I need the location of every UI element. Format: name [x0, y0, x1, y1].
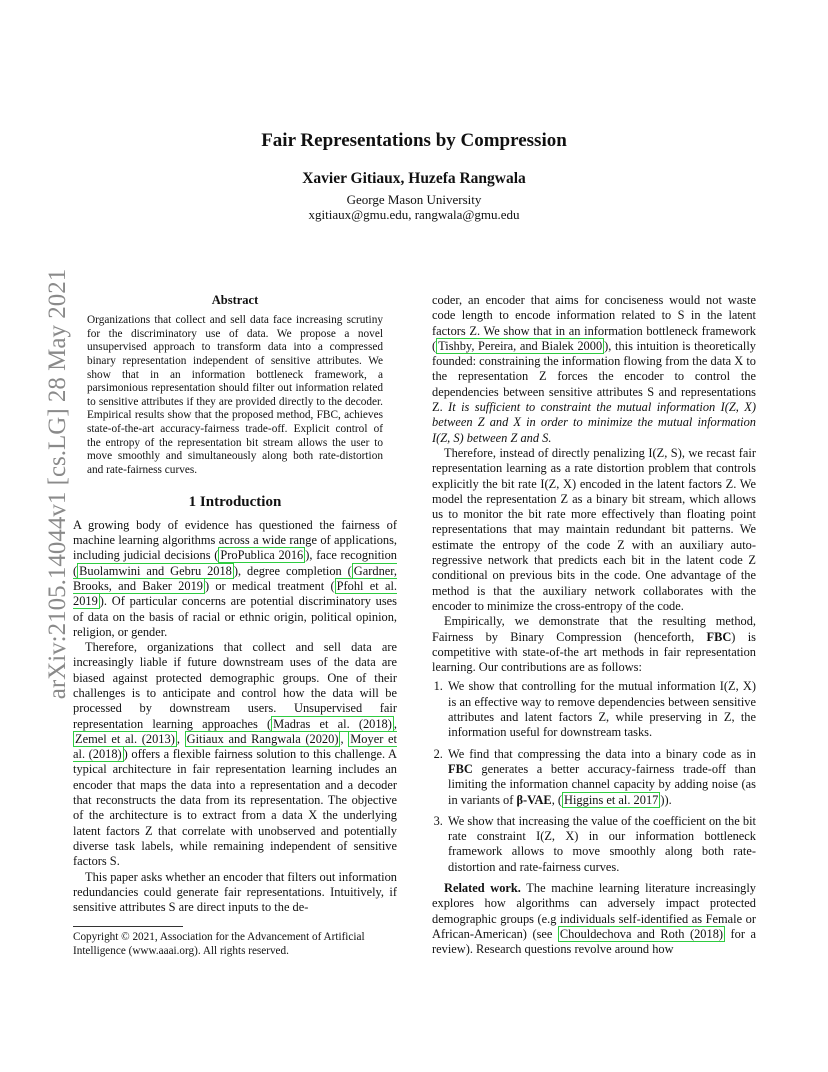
citation-link[interactable]: Higgins et al. 2017 — [564, 792, 659, 807]
abstract-heading: Abstract — [211, 293, 259, 307]
right-paragraph-1: coder, an encoder that aims for conciseness would not waste code length to encode information related to S in the latent factors Z. We show that in an information bottleneck framework ( Tishby, Pereira, and Bialek 2000 ), this intuition is theoretically founded: constraining the information flowing from the data X to the representation Z forces the encoder to control the dependencies between sensitive attributes S and representations Z. It is sufficient to constraint the mutual information I(Z, X) between Z and X in order to minimize the mutual information I(Z, S) between Z and S. — [432, 293, 756, 445]
copyright-footnote — [73, 926, 397, 958]
footnote-text: Copyright © 2021, Association for the Advancement of Artificial Intelligence (www.aaai.org). All rights reserved. — [73, 931, 365, 957]
intro-paragraph-1: A growing body of evidence has questioned the fairness of machine learning algorithms across a wide range of applications, including judicial decisions ( ProPublica 2016 ), face recognition ( Buolamwini and Gebru 2018 ), degree completion ( Gardner, Brooks, and Baker 2019 ) or medical treatment ( Pfohl et al. 2019 ). Of particular concerns are potential discriminatory uses of data on the basis of racial or ethnic origin, political opinion, religion, or gender. — [73, 517, 397, 639]
authors: Xavier Gitiaux, Huzefa Rangwala — [302, 170, 526, 187]
right-paragraph-2: Therefore, instead of directly penalizing I(Z, S), we recast fair representation learning as a rate distortion problem that controls explicitly the bit rate I(Z, X) encoded in the latent factors Z. We model the representation Z as a binary bit stream, which allows us to monitor the bit rate more effectively than floating point representations that may maintain redundant bit patterns. We estimate the entropy of the code Z with an auxiliary auto-regressive network that predicts each bit in the latent code Z conditional on previous bits in the code. One advantage of the method is that the auxiliary network collaborates with the encoder to minimize the cross-entropy of the code. — [432, 445, 756, 613]
list-item: 2. We find that compressing the data into a binary code as in FBC generates a better accuracy-fairness trade-off than limiting the information channel capacity by adding noise (as in variants of β-VAE, ( Higgins et al. 2017 )). — [446, 747, 756, 808]
list-item: 1. We show that controlling for the mutual information I(Z, X) is an effective way to remove dependencies between sensitive attributes and latent factors Z, while preserving in Z, the information useful for downstream tasks. — [446, 679, 756, 740]
paper-title: Fair Representations by Compression — [261, 130, 567, 151]
citation-link[interactable]: Gardner, Brooks, and Baker 2019 — [73, 563, 397, 593]
footnote-rule — [73, 926, 183, 927]
citation-link[interactable]: Chouldechova and Roth (2018) — [559, 926, 724, 941]
citation-link[interactable]: Gitiaux and Rangwala (2020) — [186, 731, 339, 746]
citation-link[interactable]: Moyer et al. (2018) — [73, 731, 397, 762]
intro-heading: 1 Introduction — [188, 494, 282, 511]
citation-link[interactable]: Tishby, Pereira, and Bialek 2000 — [438, 338, 603, 353]
related-work-heading: Related work. — [444, 880, 521, 895]
right-paragraph-3: Empirically, we demonstrate that the resulting method, Fairness by Binary Compression (henceforth, FBC) is competitive with state-of-the art methods in fair representation learning. Our contributions are as follows: — [432, 614, 756, 675]
intro-paragraph-2: Therefore, organizations that collect and sell data are increasingly liable if future downstream uses of the data are biased against protected demographic groups. One of their challenges is to anticipate and control how the data will be processed by downstream users. Unsupervised fair representation learning approaches ( Madras et al. (2018) , Zemel et al. (2013) , Gitiaux and Rangwala (2020) , Moyer et al. (2018) ) offers a flexible fairness solution to this challenge. A typical architecture in fair representation learning includes an encoder that maps the data into a representation and a decoder that reconstructs the data from its representation. The objective of the architecture is to extract from a data X the underlying latent factors Z that correlate with unobserved and potentially diverse task labels, while remaining independent of sensitive factors S. — [73, 640, 397, 869]
list-item: 3. We show that increasing the value of the coefficient on the bit rate constraint I(Z, X) in our information bottleneck framework allows to move smoothly along both rate-distortion and rate-fairness curves. — [446, 814, 756, 875]
affiliation-block — [0, 192, 828, 222]
left-column — [73, 293, 397, 915]
related-work-paragraph: Related work. The machine learning literature increasingly explores how algorithms can adversely impact protected demographic groups (e.g individuals self-identified as Female or African-American) (see Chouldechova and Roth (2018) for a review). Research questions revolve around how — [432, 880, 756, 957]
right-column — [432, 293, 756, 957]
citation-link[interactable]: Zemel et al. (2013) — [75, 731, 175, 746]
arxiv-stamp: arXiv:2105.14044v1 [cs.LG] 28 May 2021 — [44, 268, 71, 700]
citation-link[interactable]: Pfohl et al. 2019 — [73, 578, 397, 609]
citation-link[interactable]: Buolamwini and Gebru 2018 — [79, 563, 232, 578]
citation-link[interactable]: ProPublica 2016 — [220, 548, 304, 563]
abstract-text: Organizations that collect and sell data face increasing scrutiny for the discriminatory use of data. We propose a novel unsupervised approach to transform data into a compressed binary representation independent of sensitive attributes. We show that in an information bottleneck framework, a parsimonious representation should filter out information related to sensitive attributes if they are provided directly to the decoder. Empirical results show that the proposed method, FBC, achieves state-of-the-art accuracy-fairness trade-off. Explicit control of the entropy of the representation bit stream allows the user to move smoothly and simultaneously along both rate-distortion and rate-fairness curves. — [87, 314, 383, 476]
emails: xgitiaux@gmu.edu, rangwala@gmu.edu — [308, 207, 520, 222]
contributions-list — [432, 679, 756, 875]
affiliation: George Mason University — [346, 192, 482, 207]
intro-paragraph-3: This paper asks whether an encoder that filters out information redundancies could generate fair representations. Intuitively, if sensitive attributes S are direct inputs to the de- — [73, 869, 397, 915]
citation-link[interactable]: Madras et al. (2018) — [273, 716, 392, 731]
